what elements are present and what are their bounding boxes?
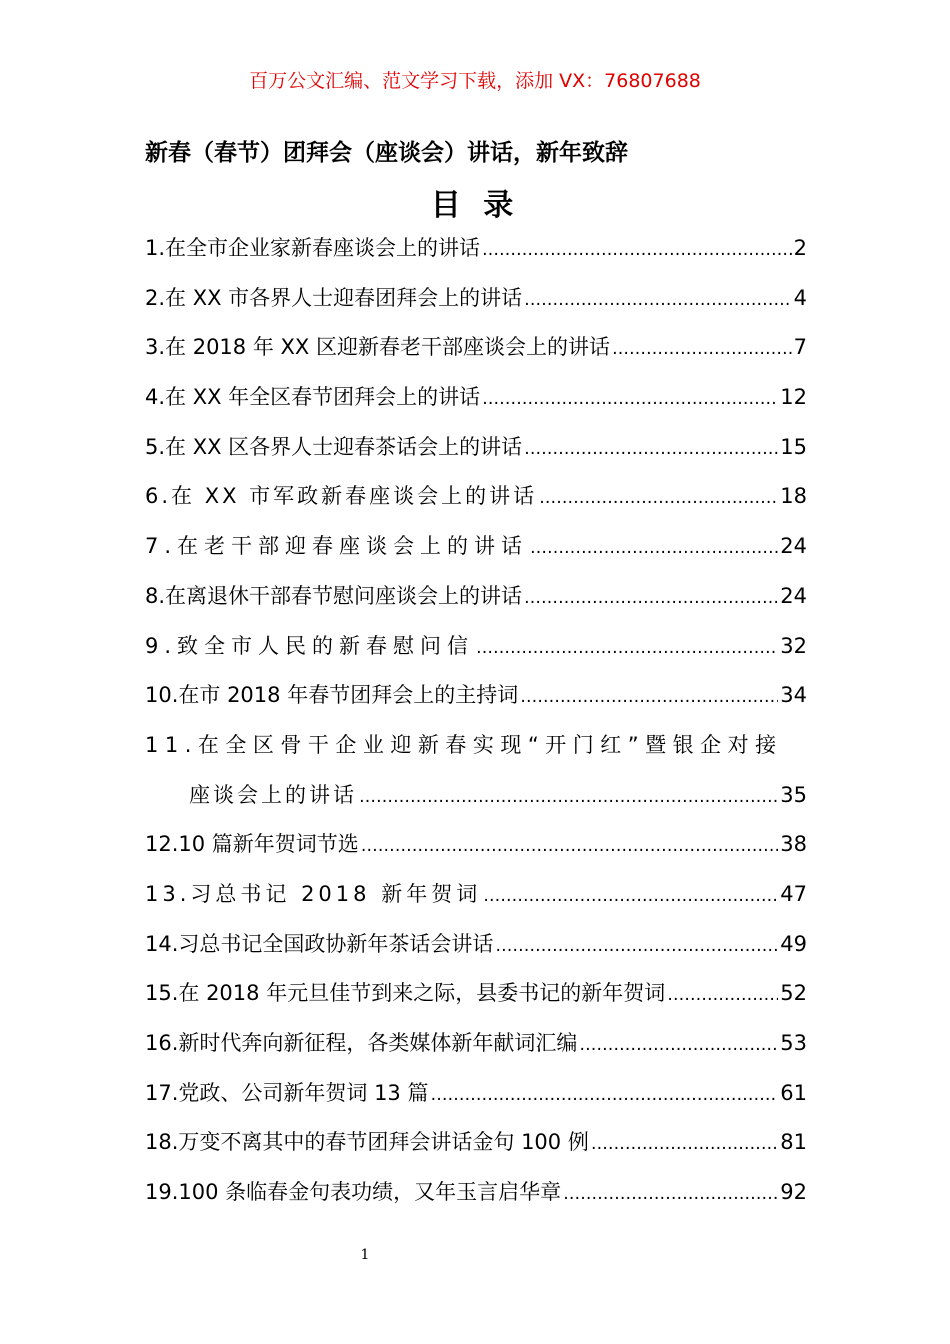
toc-leader-dots bbox=[359, 773, 778, 821]
toc-entry[interactable] bbox=[145, 572, 807, 622]
toc-leader-dots bbox=[667, 971, 778, 1019]
toc-entry-continuation[interactable] bbox=[145, 771, 807, 821]
toc-leader-dots bbox=[482, 375, 778, 423]
toc-entry-text: 5.在 XX 区各界人士迎春茶话会上的讲话 bbox=[145, 434, 523, 459]
page-number: 1 bbox=[360, 1247, 370, 1263]
toc-heading: 目 录 bbox=[430, 188, 520, 223]
toc-entry-text: 10.在市 2018 年春节团拜会上的主持词 bbox=[145, 683, 519, 708]
toc-leader-dots bbox=[530, 524, 778, 572]
header-note: 百万公文汇编、范文学习下载，添加 VX：76807688 bbox=[249, 70, 701, 92]
toc-entry-text: 15.在 2018 年元旦佳节到来之际，县委书记的新年贺词 bbox=[145, 981, 666, 1006]
toc-entry[interactable] bbox=[145, 622, 807, 672]
toc-entry[interactable] bbox=[145, 323, 807, 373]
toc-entry-page: 12 bbox=[780, 385, 807, 410]
toc-entry[interactable] bbox=[145, 522, 807, 572]
toc-leader-dots bbox=[563, 1170, 778, 1218]
toc-entry-text: 座谈会上的讲话 bbox=[189, 782, 357, 807]
toc-entry-text: 17.党政、公司新年贺词 13 篇 bbox=[145, 1080, 429, 1105]
toc-entry[interactable] bbox=[145, 1118, 807, 1168]
toc-entry-text: 7.在老干部迎春座谈会上的讲话 bbox=[145, 534, 529, 559]
toc-entry-page: 49 bbox=[780, 931, 807, 956]
toc-entry[interactable] bbox=[145, 969, 807, 1019]
toc-leader-dots bbox=[524, 276, 791, 324]
toc-entry-text: 4.在 XX 年全区春节团拜会上的讲话 bbox=[145, 385, 481, 410]
toc-entry-page: 53 bbox=[780, 1031, 807, 1055]
toc-leader-dots bbox=[476, 624, 778, 672]
toc-leader-dots bbox=[495, 922, 778, 970]
toc-entry-page: 81 bbox=[780, 1130, 807, 1155]
toc-entry-page: 35 bbox=[780, 782, 807, 807]
toc-entry-page: 18 bbox=[780, 484, 807, 509]
toc-entry[interactable] bbox=[145, 721, 807, 771]
table-of-contents bbox=[145, 224, 807, 1218]
toc-leader-dots bbox=[482, 226, 792, 274]
toc-entry[interactable] bbox=[145, 1069, 807, 1119]
toc-entry[interactable] bbox=[145, 373, 807, 423]
toc-entry-text: 14.习总书记全国政协新年茶话会讲话 bbox=[145, 931, 494, 956]
toc-entry[interactable] bbox=[145, 423, 807, 473]
toc-entry-text: 13.习总书记 2018 新年贺词 bbox=[145, 881, 482, 906]
document-title: 新春（春节）团拜会（座谈会）讲话，新年致辞 bbox=[145, 140, 628, 166]
toc-entry-text: 11.在全区骨干企业迎新春实现“开门红”暨银企对接 bbox=[145, 732, 783, 757]
toc-entry-text: 8.在离退休干部春节慰问座谈会上的讲话 bbox=[145, 583, 523, 608]
toc-entry-text: 1.在全市企业家新春座谈会上的讲话 bbox=[145, 236, 481, 260]
toc-leader-dots bbox=[430, 1071, 778, 1119]
toc-entry-page: 7 bbox=[793, 335, 807, 360]
toc-entry[interactable] bbox=[145, 820, 807, 870]
toc-leader-dots bbox=[591, 1120, 778, 1168]
toc-entry-page: 24 bbox=[780, 583, 807, 608]
toc-entry[interactable] bbox=[145, 671, 807, 721]
toc-entry[interactable] bbox=[145, 920, 807, 970]
toc-entry[interactable] bbox=[145, 274, 807, 324]
toc-entry-page: 2 bbox=[793, 236, 807, 260]
toc-leader-dots bbox=[539, 474, 778, 522]
toc-entry-page: 15 bbox=[780, 434, 807, 459]
toc-entry-text: 19.100 条临春金句表功绩，又年玉言启华章 bbox=[145, 1180, 562, 1205]
toc-entry[interactable] bbox=[145, 870, 807, 920]
toc-entry-page: 47 bbox=[780, 881, 807, 906]
toc-entry-page: 61 bbox=[780, 1080, 807, 1105]
toc-entry-text: 9.致全市人民的新春慰问信 bbox=[145, 633, 475, 658]
toc-entry-page: 32 bbox=[780, 633, 807, 658]
toc-leader-dots bbox=[612, 325, 792, 373]
toc-leader-dots bbox=[520, 673, 778, 721]
toc-leader-dots bbox=[579, 1021, 778, 1069]
toc-entry-page: 38 bbox=[780, 832, 807, 857]
toc-leader-dots bbox=[524, 425, 778, 473]
toc-leader-dots bbox=[524, 574, 778, 622]
toc-entry-page: 92 bbox=[780, 1180, 807, 1205]
toc-entry-text: 12.10 篇新年贺词节选 bbox=[145, 832, 359, 857]
toc-entry-text: 3.在 2018 年 XX 区迎新春老干部座谈会上的讲话 bbox=[145, 335, 610, 360]
toc-entry-text: 18.万变不离其中的春节团拜会讲话金句 100 例 bbox=[145, 1130, 589, 1155]
toc-entry-text: 2.在 XX 市各界人士迎春团拜会上的讲话 bbox=[145, 285, 523, 310]
toc-entry[interactable] bbox=[145, 472, 807, 522]
toc-entry[interactable] bbox=[145, 1168, 807, 1218]
toc-leader-dots bbox=[483, 872, 778, 920]
toc-entry-page: 52 bbox=[780, 981, 807, 1006]
toc-entry-page: 4 bbox=[793, 285, 807, 310]
toc-entry-text: 16.新时代奔向新征程，各类媒体新年献词汇编 bbox=[145, 1031, 578, 1055]
toc-entry[interactable] bbox=[145, 1019, 807, 1069]
toc-leader-dots bbox=[361, 822, 778, 870]
toc-entry-page: 24 bbox=[780, 534, 807, 559]
toc-entry-text: 6.在 XX 市军政新春座谈会上的讲话 bbox=[145, 484, 538, 509]
toc-entry[interactable] bbox=[145, 224, 807, 274]
toc-entry-page: 34 bbox=[780, 683, 807, 708]
